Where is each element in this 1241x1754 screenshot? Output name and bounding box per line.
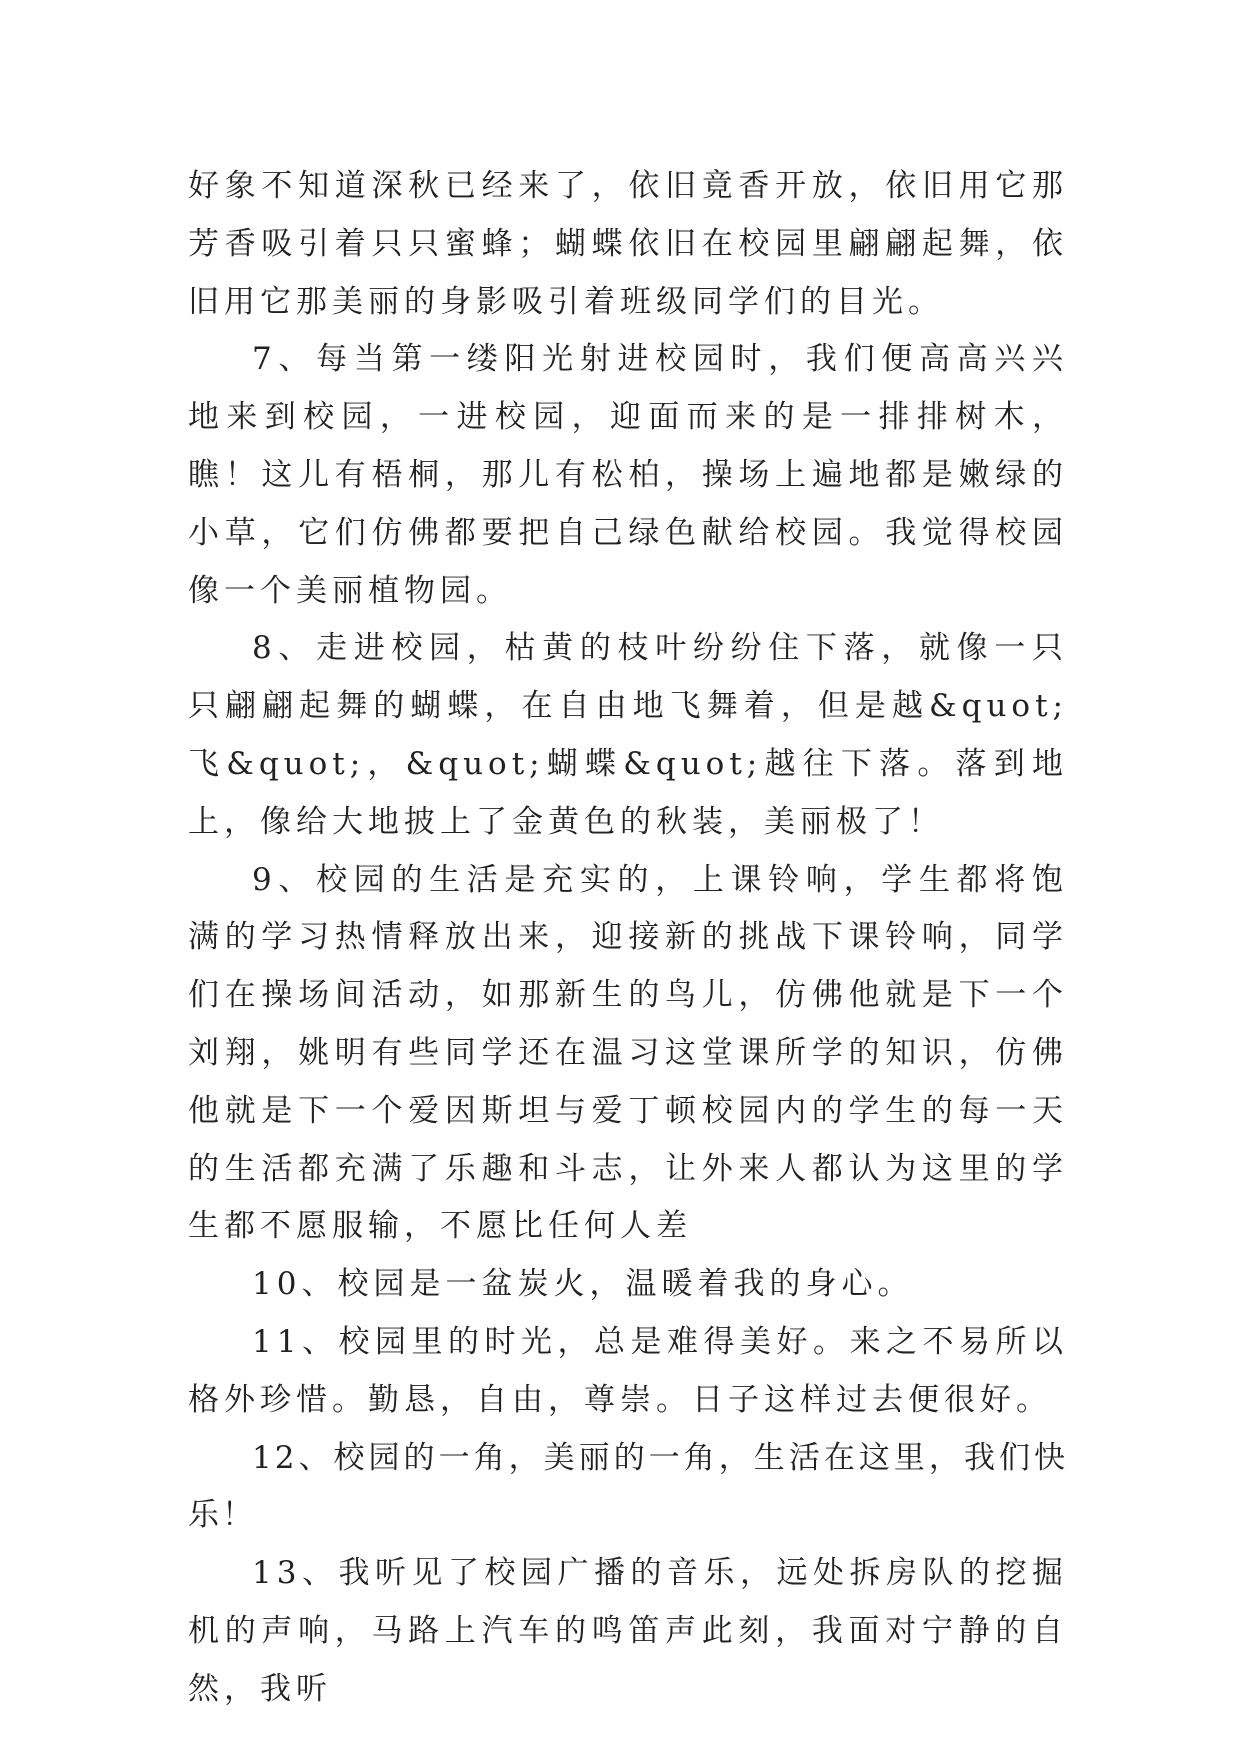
paragraph-11: 11、校园里的时光，总是难得美好。来之不易所以格外珍惜。勤恳，自由，尊崇。日子这样过去便很好。	[188, 1323, 1068, 1418]
paragraph-9: 9、校园的生活是充实的，上课铃响，学生都将饱满的学习热情释放出来，迎接新的挑战下课铃响，同学们在操场间活动，如那新生的鸟儿，仿佛他就是下一个刘翔，姚明有些同学还在温习这堂课所学的知识，仿佛他就是下一个爱因斯坦与爱丁顿校园内的学生的每一天的生活都充满了乐趣和斗志，让外来人都认为这里的学生都不愿服输，不愿比任何人差	[188, 861, 1068, 1245]
paragraph-10: 10、校园是一盆炭火，温暖着我的身心。	[252, 1266, 914, 1303]
paragraph-8: 8、走进校园，枯黄的枝叶纷纷住下落，就像一只只翩翩起舞的蝴蝶，在自由地飞舞着，但是越&quot;飞&quot;，&quot;蝴蝶&quot;越往下落。落到地上，像给大地披上了金黄色的秋装，美丽极了！	[188, 630, 1068, 840]
document-body	[188, 158, 1068, 1719]
paragraph-7: 7、每当第一缕阳光射进校园时，我们便高高兴兴地来到校园，一进校园，迎面而来的是一排排树木，瞧！这儿有梧桐，那儿有松柏，操场上遍地都是嫩绿的小草，它们仿佛都要把自己绿色献给校园。我觉得校园像一个美丽植物园。	[188, 341, 1068, 609]
paragraph-12: 12、校园的一角，美丽的一角，生活在这里，我们快乐！	[188, 1439, 1068, 1534]
paragraph-13: 13、我听见了校园广播的音乐，远处拆房队的挖掘机的声响，马路上汽车的鸣笛声此刻，我面对宁静的自然，我听	[188, 1555, 1068, 1707]
paragraph-continuation: 好象不知道深秋已经来了，依旧竟香开放，依旧用它那芳香吸引着只只蜜蜂；蝴蝶依旧在校园里翩翩起舞，依旧用它那美丽的身影吸引着班级同学们的目光。	[188, 168, 1068, 320]
